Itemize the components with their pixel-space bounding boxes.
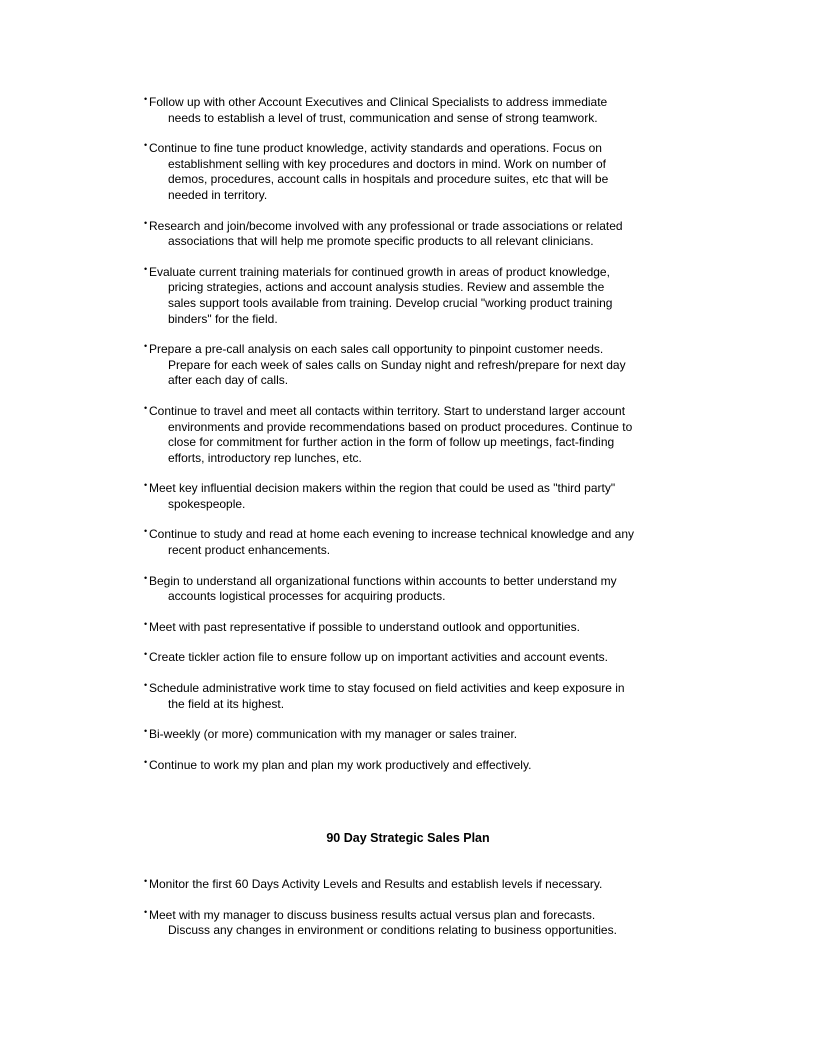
list-item	[146, 620, 691, 636]
bullet-icon: •	[144, 94, 148, 104]
list-item-line: binders" for the field.	[168, 311, 278, 326]
bullet-icon: •	[144, 341, 148, 352]
list-item-line: Follow up with other Account Executives and Clinical Specialists to address immediate	[149, 95, 608, 109]
list-item-line: Continue to travel and meet all contacts within territory. Start to understand larger account	[149, 403, 626, 418]
bullet-icon: •	[144, 649, 148, 660]
list-item-line: Meet key influential decision makers within the region that could be used as "third party"	[149, 481, 616, 496]
list-item	[146, 219, 691, 250]
list-item-line: Continue to fine tune product knowledge, activity standards and operations. Focus on	[149, 141, 602, 156]
list-item-line: associations that will help me promote specific products to all relevant clinicians.	[168, 234, 594, 249]
list-item-line: pricing strategies, actions and account analysis studies. Review and assemble the	[168, 280, 605, 295]
list-item-line: Continue to work my plan and plan my work productively and effectively.	[149, 757, 532, 772]
list-item-line: Create tickler action file to ensure follow up on important activities and account events.	[149, 650, 608, 665]
bullet-icon: •	[144, 726, 148, 737]
list-item	[146, 727, 691, 743]
bullet-icon: •	[144, 572, 148, 583]
bullet-icon: •	[144, 402, 148, 413]
bullet-icon: •	[144, 756, 148, 767]
list-item	[146, 908, 691, 939]
bullet-icon: •	[144, 263, 148, 274]
list-item-line: Prepare for each week of sales calls on Sunday night and refresh/prepare for next day	[168, 357, 626, 372]
list-item-line: Meet with my manager to discuss business results actual versus plan and forecasts.	[149, 907, 596, 922]
list-item	[146, 265, 691, 327]
list-item-line: Meet with past representative if possible to understand outlook and opportunities.	[149, 619, 580, 634]
bullet-icon: •	[144, 480, 148, 491]
list-item-line: needed in territory.	[168, 187, 268, 202]
list-item-line: Begin to understand all organizational functions within accounts to better understand my	[149, 573, 617, 588]
bullet-icon: •	[144, 618, 148, 629]
list-item	[146, 650, 691, 666]
list-item-line: Evaluate current training materials for continued growth in areas of product knowledge,	[149, 264, 610, 279]
list-item-line: Bi-weekly (or more) communication with my manager or sales trainer.	[149, 727, 518, 742]
bullet-icon: •	[144, 876, 148, 886]
list-item	[146, 481, 691, 512]
list-item	[146, 527, 691, 558]
list-item-line: the field at its highest.	[168, 696, 285, 711]
list-item	[146, 574, 691, 605]
list-item	[146, 95, 691, 126]
list-item-line: accounts logistical processes for acquiring products.	[168, 589, 446, 604]
list-item-line: after each day of calls.	[168, 373, 289, 388]
list-item	[146, 404, 691, 466]
list-item-line: recent product enhancements.	[168, 543, 331, 558]
action-list-90-day	[146, 877, 691, 954]
list-item-line: needs to establish a level of trust, communication and sense of strong teamwork.	[168, 110, 598, 125]
list-item-line: efforts, introductory rep lunches, etc.	[168, 450, 362, 465]
list-item-line: Schedule administrative work time to stay focused on field activities and keep exposure in	[149, 681, 625, 696]
bullet-icon: •	[144, 526, 148, 537]
list-item-line: Prepare a pre-call analysis on each sales call opportunity to pinpoint customer needs.	[149, 342, 604, 357]
action-list-primary	[146, 95, 691, 788]
list-item	[146, 681, 691, 712]
bullet-icon: •	[144, 906, 148, 917]
section-heading: 90 Day Strategic Sales Plan	[326, 831, 490, 845]
bullet-icon: •	[144, 140, 148, 151]
list-item-line: sales support tools available from training. Develop crucial "working product training	[168, 295, 613, 310]
list-item	[146, 877, 691, 893]
list-item-line: Continue to study and read at home each evening to increase technical knowledge and any	[149, 527, 634, 542]
bullet-icon: •	[144, 217, 148, 228]
list-item	[146, 342, 691, 389]
list-item-line: establishment selling with key procedures and doctors in mind. Work on number of	[168, 156, 606, 171]
bullet-icon: •	[144, 680, 148, 691]
list-item-line: environments and provide recommendations based on product procedures. Continue to	[168, 419, 633, 434]
list-item	[146, 141, 691, 203]
list-item-line: demos, procedures, account calls in hospitals and procedure suites, etc that will be	[168, 172, 609, 187]
list-item-line: Monitor the first 60 Days Activity Levels and Results and establish levels if necessary.	[149, 877, 603, 891]
list-item-line: Research and join/become involved with any professional or trade associations or related	[149, 218, 623, 233]
list-item-line: close for commitment for further action in the form of follow up meetings, fact-finding	[168, 435, 615, 450]
list-item-line: spokespeople.	[168, 496, 246, 511]
list-item-line: Discuss any changes in environment or conditions relating to business opportunities.	[168, 923, 617, 938]
list-item	[146, 758, 691, 774]
